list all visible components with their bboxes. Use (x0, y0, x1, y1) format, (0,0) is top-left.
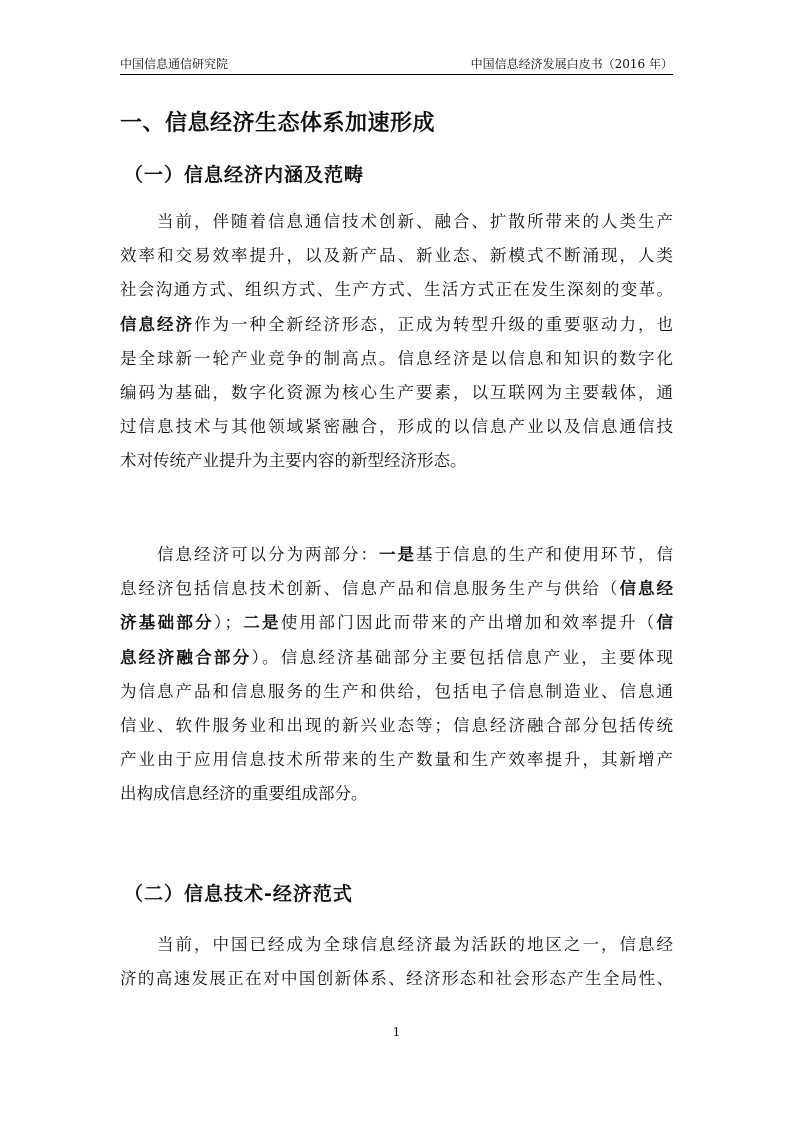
page-number: 1 (392, 1025, 401, 1039)
bold-term: 信息经济 (120, 314, 194, 334)
paragraph-2 (120, 538, 673, 812)
paragraph-line: 信业、软件服务业和出现的新兴业态等；信息经济融合部分包括传统 (120, 715, 673, 735)
paragraph-3 (120, 928, 673, 996)
bold-term: 息经济融合部分 (120, 647, 252, 667)
paragraph-line (120, 641, 673, 675)
text-run: ）； (213, 613, 241, 633)
text-run: 息经济包括信息技术创新、信息产品和信息服务生产与供给（ (120, 579, 620, 599)
paragraph-line: 出构成信息经济的重要组成部分。 (120, 784, 368, 804)
bold-term: 信 (656, 613, 673, 633)
subsection-title-2: （二）信息技术-经济范式 (124, 883, 353, 905)
paragraph-line: 产业由于应用信息技术所带来的生产数量和生产效率提升，其新增产 (120, 750, 673, 770)
paragraph-line: 过信息技术与其他领域紧密融合，形成的以信息产业以及信息通信技 (120, 417, 673, 437)
text-run: 作为一种全新经济形态，正成为转型升级的重要驱动力，也 (194, 314, 673, 334)
paragraph-line (120, 308, 673, 342)
bold-term: 济基础部分 (120, 613, 214, 633)
paragraph-1 (120, 205, 673, 479)
text-run: 使用部门因此而带来的产出增加和效率提升（ (280, 613, 657, 633)
text-run: 基于信息的生产和使用环节，信 (416, 545, 673, 564)
header-org: 中国信息通信研究院 (120, 57, 229, 71)
subsection-title-1: （一）信息经济内涵及范畴 (124, 164, 365, 186)
text-run: 信息经济可以分为两部分： (157, 545, 379, 564)
paragraph-line: 社会沟通方式、组织方式、生产方式、生活方式正在发生深刻的变革。 (120, 280, 673, 300)
paragraph-line: 当前，伴随着信息通信技术创新、融合、扩散所带来的人类生产 (157, 212, 673, 231)
paragraph-line: 编码为基础，数字化资源为核心生产要素，以互联网为主要载体，通 (120, 382, 673, 402)
paragraph-line: 术对传统产业提升为主要内容的新型经济形态。 (120, 451, 467, 471)
paragraph-line: 济的高速发展正在对中国创新体系、经济形态和社会形态产生全局性、 (120, 969, 673, 989)
bold-term: 一是 (379, 545, 416, 564)
paragraph-line: 效率和交易效率提升，以及新产品、新业态、新模式不断涌现，人类 (120, 246, 673, 266)
paragraph-line: 是全球新一轮产业竞争的制高点。信息经济是以信息和知识的数字化 (120, 348, 673, 368)
paragraph-line: 当前，中国已经成为全球信息经济最为活跃的地区之一，信息经 (157, 935, 673, 954)
bold-term: 二是 (240, 613, 281, 633)
page-header (120, 52, 673, 75)
paragraph-line (120, 538, 673, 572)
text-run: ）。信息经济基础部分主要包括信息产业，主要体现 (251, 647, 673, 667)
paragraph-line (120, 572, 673, 606)
paragraph-line (120, 606, 673, 640)
header-doc-title: 中国信息经济发展白皮书（2016 年） (470, 57, 673, 71)
section-title: 一、信息经济生态体系加速形成 (120, 111, 436, 136)
paragraph-line: 为信息产品和信息服务的生产和供给，包括电子信息制造业、信息通 (120, 681, 673, 701)
bold-term: 信息经 (619, 579, 673, 599)
